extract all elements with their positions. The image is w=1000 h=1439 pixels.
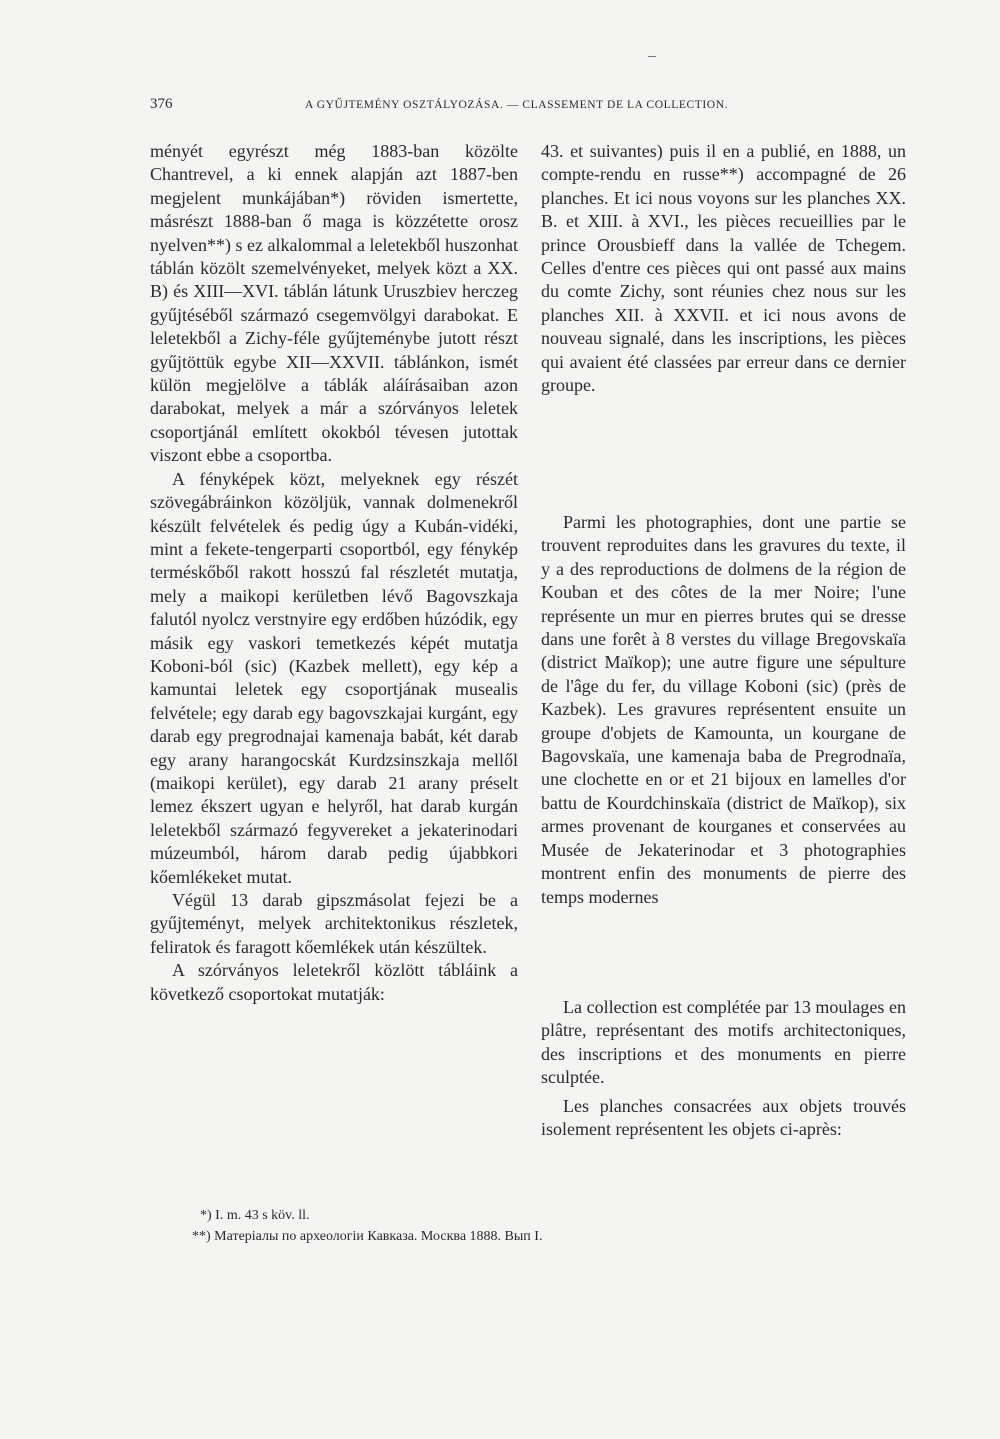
running-head: A GYŰJTEMÉNY OSZTÁLYOZÁSA. — CLASSEMENT DE LA COLLECTION. bbox=[305, 99, 729, 111]
french-paragraph-2: Parmi les photographies, dont une partie se trouvent reproduites dans les gravures du texte, il y a des reproductions de dolmens de la région de Kouban et des côtes de la mer Noire; l'une représente un mur en pierres brutes qui se dresse dans une forêt à 8 verstes du village Bregovskaïa (district Maïkop); une autre figure une sépulture de l'âge du fer, du village Koboni (sic) (près de Kazbek). Les gravures représentent ensuite un groupe d'objets de Kamounta, un kourgane de Bagovskaïa, une kamenaja baba de Pregrodnaïa, une clochette en or et 21 bijoux en lamelles d'or battu de Kourdchinskaïa (district de Maïkop), six armes provenant de kourganes et conservées au Musée de Jekaterinodar et 3 photographies montrent enfin des monuments de pierre des temps modernes bbox=[541, 512, 906, 907]
footnote-2: **) Матеріалы по археологіи Кавказа. Москва 1888. Вып I. bbox=[192, 1229, 543, 1244]
french-paragraph-1-block bbox=[541, 140, 906, 397]
french-paragraph-3: La collection est complétée par 13 moulages en plâtre, représentant des motifs architectoniques, des inscriptions et des monuments en pierre sculptée. bbox=[541, 997, 906, 1088]
page-number: 376 bbox=[150, 96, 173, 112]
french-paragraph-2-block bbox=[541, 511, 906, 909]
french-paragraph-1: 43. et suivantes) puis il en a publié, en 1888, un compte-rendu en russe**) accompagné de 26 planches. Et ici nous voyons sur les planches XX. B. et XIII. à XVI., les pièces recueillies par le prince Orousbieff dans la vallée de Tchegem. Celles d'entre ces pièces qui ont passé aux mains du comte Zichy, sont réunies chez nous sur les planches XII. à XXVII. et ici nous avons de nouveau signalé, dans les inscriptions, les pièces qui avaient été classées par erreur dans ce dernier groupe. bbox=[541, 141, 906, 396]
french-paragraph-4-block bbox=[541, 1095, 906, 1142]
french-paragraph-3-block bbox=[541, 996, 906, 1090]
page-header bbox=[150, 96, 910, 120]
hungarian-paragraph-1: ményét egyrészt még 1883-ban közölte Chantrevel, a ki ennek alapján azt 1887-ben megjelent munkájában*) röviden ismertette, másrészt 1888-ban ő maga is közzétette orosz nyelven**) s ez alkalommal a leletekből huszonhat táblán közölt szemelvényeket, melyek közt a XX. B) és XIII—XVI. táblán látunk Uruszbiev herczeg gyűjtéséből származó csegemvölgyi darabokat. E leletekből a Zichy-féle gyűjteménybe jutott részt gyűjtöttük egybe XII—XXVII. táblánkon, ismét külön megjelölve a táblák aláírásaiban azon darabokat, melyek a már a szórványos leletek csoportjánál említett okokból tévesen jutottak viszont ebbe a csoportba. bbox=[150, 141, 518, 466]
hungarian-column bbox=[150, 140, 518, 1006]
hungarian-paragraph-4: A szórványos leletekről közlött tábláink a következő csoportokat mutatják: bbox=[150, 960, 518, 1004]
french-paragraph-4: Les planches consacrées aux objets trouvés isolement représentent les objets ci-après: bbox=[541, 1096, 906, 1140]
footnote-1: *) I. m. 43 s köv. ll. bbox=[200, 1208, 310, 1223]
hungarian-paragraph-3: Végül 13 darab gipszmásolat fejezi be a gyűjteményt, melyek architektonikus részletek, feliratok és faragott kőemlékek után készültek. bbox=[150, 890, 518, 957]
footnotes bbox=[150, 1205, 910, 1247]
hungarian-paragraph-2: A fényképek közt, melyeknek egy részét szövegábráinkon közöljük, vannak dolmenekről készült felvételek és pedig úgy a Kubán-vidéki, mint a fekete-tengerparti csoportból, egy fénykép terméskőből rakott hosszú fal részletét mutatja, mely a maikopi kerületben lévő Bagovszkaja falutól nyolcz verstnyire egy erdőben húzódik, egy másik egy vaskori temetkezés képét mutatja Koboni-ból (sic) (Kazbek mellett), egy kép a kamuntai leletek egy csoportjának musealis felvétele; egy darab egy bagovszkajai kurgánt, egy darab egy pregrodnajai kamenaja babát, két darab egy arany harangocskát Kurdzsinszkaja mellől (maikopi kerület), egy darab 21 arany préselt lemez ékszert ugyan e helyről, hat darab kurgán leletekből származó fegyvereket a jekaterinodari múzeumból, három darab pedig újabbkori kőemlékeket mutat. bbox=[150, 468, 518, 887]
page-speck bbox=[648, 56, 656, 57]
